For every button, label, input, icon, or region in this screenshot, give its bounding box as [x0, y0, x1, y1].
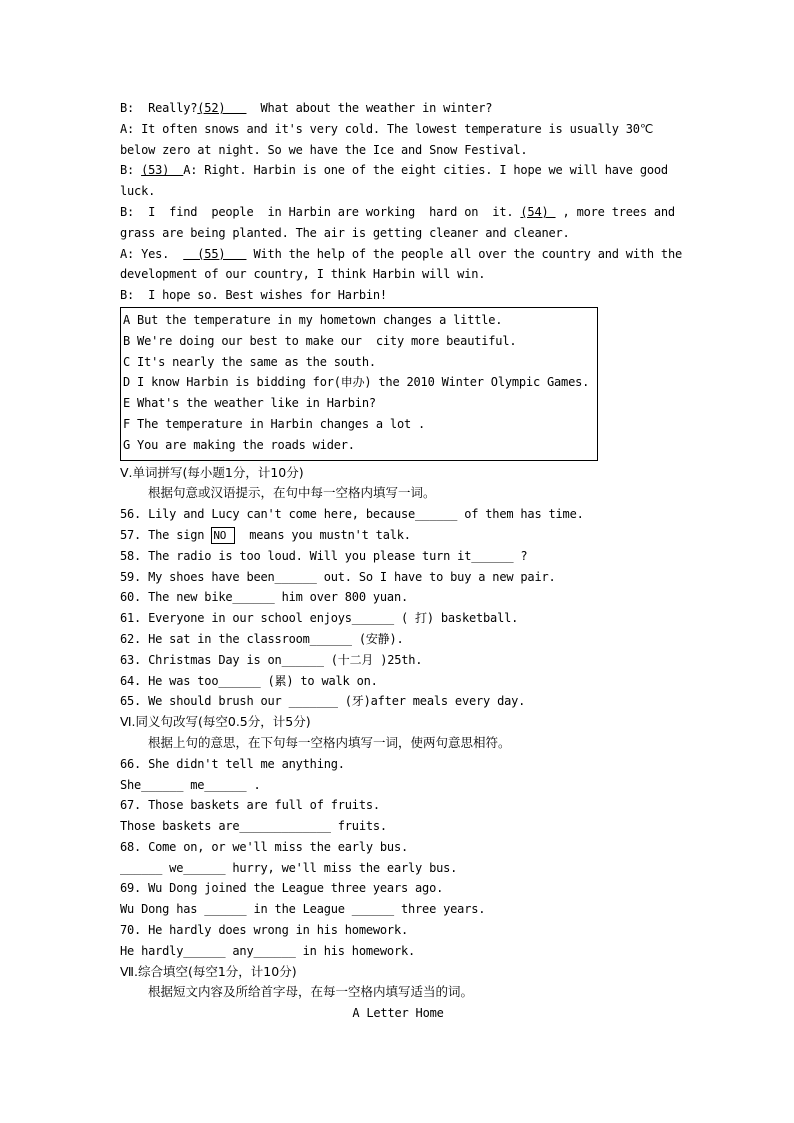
- dialogue-line-54: [120, 202, 676, 223]
- blank-53: (53): [141, 163, 184, 178]
- dialogue-text: A: Yes.: [120, 246, 184, 261]
- section-7-instruction: 根据短文内容及所给首字母，在每一空格内填写适当的词。: [148, 984, 474, 1000]
- answer-69: Wu Dong has ______ in the League ______ three years.: [120, 902, 486, 917]
- option-d: D I know Harbin is bidding for(申办) the 2010 Winter Olympic Games.: [123, 375, 590, 390]
- dialogue-text: A: Right. Harbin is one of the eight cities. I hope we will have good: [183, 163, 668, 178]
- option-f: F The temperature in Harbin changes a lot .: [123, 416, 426, 431]
- question-68: 68. Come on, or we'll miss the early bus.: [120, 839, 409, 854]
- dialogue-line: B: I hope so. Best wishes for Harbin!: [120, 288, 387, 303]
- dialogue-text: , more trees and: [555, 204, 675, 219]
- option-b: B We're doing our best to make our city more beautiful.: [123, 333, 517, 348]
- question-60: 60. The new bike______ him over 800 yuan.: [120, 590, 409, 605]
- question-70: 70. He hardly does wrong in his homework.: [120, 923, 409, 938]
- section-6-title: Ⅵ.同义句改写(每空0.5分，计5分): [120, 714, 311, 730]
- question-65: 65. We should brush our _______ (牙)after meals every day.: [120, 694, 526, 709]
- dialogue-line: development of our country, I think Harbin will win.: [120, 267, 486, 282]
- question-text: 57. The sign: [120, 527, 212, 542]
- answer-68: ______ we______ hurry, we'll miss the early bus.: [120, 860, 458, 875]
- answer-66: She______ me______ .: [120, 777, 261, 792]
- question-57: [120, 525, 676, 546]
- dialogue-line: grass are being planted. The air is getting cleaner and cleaner.: [120, 225, 570, 240]
- blank-55: (55): [183, 246, 247, 261]
- dialogue-line-52: [120, 98, 676, 119]
- option-e: E What's the weather like in Harbin?: [123, 396, 376, 411]
- question-66: 66. She didn't tell me anything.: [120, 756, 345, 771]
- section-5-title: Ⅴ.单词拼写(每小题1分，计10分): [120, 464, 304, 480]
- dialogue-line-55: [120, 244, 682, 265]
- question-64: 64. He was too______ (累) to walk on.: [120, 673, 378, 688]
- passage-title: A Letter Home: [352, 1006, 444, 1021]
- dialogue-text: With the help of the people all over the country and with the: [246, 246, 682, 261]
- question-text: means you mustn't talk.: [235, 527, 411, 542]
- option-c: C It's nearly the same as the south.: [123, 354, 376, 369]
- dialogue-line: luck.: [120, 184, 156, 199]
- section-6-instruction: 根据上句的意思，在下句每一空格内填写一词，使两句意思相符。: [148, 734, 511, 750]
- question-69: 69. Wu Dong joined the League three years ago.: [120, 881, 444, 896]
- question-67: 67. Those baskets are full of fruits.: [120, 798, 380, 813]
- question-63: 63. Christmas Day is on______ (十二月 )25th.: [120, 652, 423, 667]
- dialogue-text: B: I find people in Harbin are working hard on it.: [120, 204, 521, 219]
- question-62: 62. He sat in the classroom______ (安静).: [120, 631, 404, 646]
- dialogue-text: B: Really?: [120, 101, 198, 115]
- question-58: 58. The radio is too loud. Will you please turn it______ ?: [120, 548, 528, 563]
- blank-54: (54): [520, 204, 556, 219]
- options-box: [120, 307, 598, 461]
- option-a: A But the temperature in my hometown changes a little.: [123, 312, 503, 327]
- question-59: 59. My shoes have been______ out. So I have to buy a new pair.: [120, 569, 556, 584]
- option-g: G You are making the roads wider.: [123, 437, 355, 452]
- question-56: 56. Lily and Lucy can't come here, because______ of them has time.: [120, 507, 584, 522]
- dialogue-line: A: It often snows and it's very cold. The lowest temperature is usually 30℃: [120, 121, 654, 136]
- dialogue-line-53: [120, 160, 676, 181]
- no-sign: NO: [211, 527, 235, 544]
- question-61: 61. Everyone in our school enjoys______ ( 打) basketball.: [120, 611, 519, 626]
- dialogue-line: below zero at night. So we have the Ice and Snow Festival.: [120, 142, 528, 157]
- blank-52: (52): [197, 101, 247, 115]
- exam-page: [120, 98, 682, 1024]
- dialogue-text: What about the weather in winter?: [246, 101, 493, 115]
- answer-70: He hardly______ any______ in his homework.: [120, 943, 416, 958]
- dialogue-text: B:: [120, 163, 142, 178]
- answer-67: Those baskets are_____________ fruits.: [120, 819, 387, 834]
- section-7-title: Ⅶ.综合填空(每空1分，计10分): [120, 963, 297, 979]
- section-5-instruction: 根据句意或汉语提示，在句中每一空格内填写一词。: [148, 485, 436, 501]
